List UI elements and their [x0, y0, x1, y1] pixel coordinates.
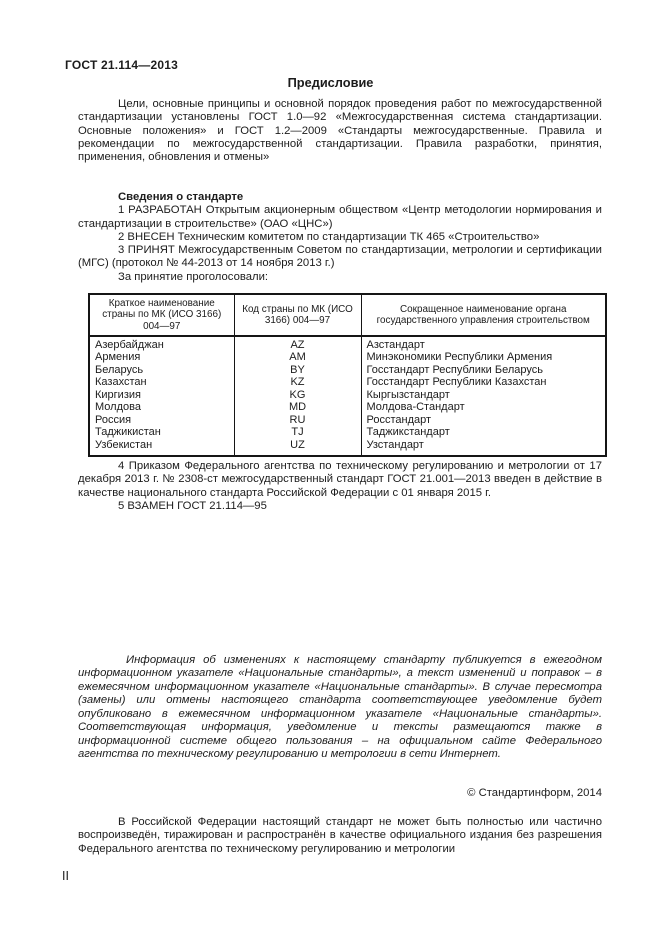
table-header-code: Код страны по МК (ИСО 3166) 004—97 [234, 294, 361, 336]
table-cell-code: BY [234, 364, 361, 376]
table-header-row [89, 294, 606, 336]
page-title: Предисловие [287, 75, 374, 90]
table-cell-code: KZ [234, 376, 361, 388]
table-header-authority: Сокращенное наименование органа государственного управления строительством [361, 294, 606, 336]
vote-table-wrap [88, 293, 607, 457]
copyright-notice: © Стандартинформ, 2014 [467, 787, 602, 799]
table-cell-code: AZ [234, 336, 361, 351]
table-row [89, 439, 606, 456]
table-cell-country: Россия [95, 413, 132, 426]
standard-info-section [78, 191, 602, 284]
table-cell-code: RU [234, 414, 361, 426]
legal-notice-section [78, 654, 602, 762]
table-row [89, 414, 606, 426]
table-row [89, 351, 606, 363]
reproduction-notice: В Российской Федерации настоящий стандарт не может быть полностью или частично воспроизведён, тиражирован и распространён в качестве официального издания без разрешения Федерального агентства по техническому регулированию и метрологии [78, 816, 602, 855]
table-cell-authority: Росстандарт [361, 414, 606, 426]
table-cell-authority: Минэкономики Республики Армения [361, 351, 606, 363]
intro-section [78, 98, 602, 164]
intro-paragraph: Цели, основные принципы и основной порядок проведения работ по межгосударственной стандартизации установлены ГОСТ 1.0—92 «Межгосударственная система стандартизации. Основные положения» и ГОСТ 1.2—2009 «Стандарты межгосударственные. Правила и рекомендации по межгосударственной стандартизации. Правила разработки, принятия, применения, обновления и отмены» [78, 98, 602, 164]
doc-number: ГОСТ 21.114—2013 [65, 58, 178, 72]
post-table-section [78, 460, 602, 513]
table-row [89, 401, 606, 413]
table-cell-code: KG [234, 389, 361, 401]
table-cell-authority: Госстандарт Республики Беларусь [361, 364, 606, 376]
table-cell-country: Казахстан [95, 376, 147, 389]
table-row [89, 336, 606, 351]
standard-info-item: 1 РАЗРАБОТАН Открытым акционерным обществом «Центр методологии нормирования и стандартизации в строительстве» (ОАО «ЦНС») [78, 204, 602, 230]
table-cell-authority: Таджикстандарт [361, 426, 606, 438]
table-cell-country: Таджикистан [95, 426, 161, 439]
table-cell-code: UZ [234, 439, 361, 456]
reproduction-section [78, 816, 602, 856]
table-cell-country: Беларусь [95, 363, 144, 376]
table-row [89, 376, 606, 388]
table-cell-authority: Узстандарт [361, 439, 606, 456]
table-cell-authority: Кыргызстандарт [361, 389, 606, 401]
standard-info-item: 5 ВЗАМЕН ГОСТ 21.114—95 [118, 499, 267, 512]
table-cell-country: Армения [95, 351, 141, 364]
table-row [89, 389, 606, 401]
vote-line: За принятие проголосовали: [118, 270, 269, 283]
standard-info-item: 4 Приказом Федерального агентства по техническому регулированию и метрологии от 17 декабря 2013 г. № 2308-ст межгосударственный стандарт ГОСТ 21.001—2013 введен в действие в качестве национального стандарта Российской Федерации с 01 января 2015 г. [78, 460, 602, 499]
page-number: II [62, 869, 69, 883]
standard-info-item: 2 ВНЕСЕН Техническим комитетом по стандартизации ТК 465 «Строительство» [118, 230, 540, 243]
table-row [89, 364, 606, 376]
legal-notice: Информация об изменениях к настоящему стандарту публикуется в ежегодном информационном указателе «Национальные стандарты», а текст изменений и поправок – в ежемесячном информационном указателе «Национальные стандарты». В случае пересмотра (замены) или отмены настоящего стандарта соответствующее уведомление будет опубликовано в ежемесячном информационном указателе «Национальные стандарты». Соответствующая информация, уведомление и тексты размещаются также в информационной системе общего пользования – на официальном сайте Федерального агентства по техническому регулированию и метрологии в сети Интернет. [78, 654, 602, 761]
table-cell-code: AM [234, 351, 361, 363]
table-cell-authority: Госстандарт Республики Казахстан [361, 376, 606, 388]
table-row [89, 426, 606, 438]
vote-table [88, 293, 607, 457]
table-cell-country: Узбекистан [95, 438, 153, 451]
copyright-section [78, 787, 602, 800]
standard-info-heading: Сведения о стандарте [118, 191, 244, 203]
table-cell-country: Азербайджан [95, 339, 164, 351]
standard-info-item: 3 ПРИНЯТ Межгосударственным Советом по стандартизации, метрологии и сертификации (МГС) (протокол № 44-2013 от 14 ноября 2013 г.) [78, 244, 602, 270]
table-cell-authority: Азстандарт [361, 336, 606, 351]
table-cell-country: Киргизия [95, 388, 141, 401]
table-cell-authority: Молдова-Стандарт [361, 401, 606, 413]
table-header-country: Краткое наименование страны по МК (ИСО 3166) 004—97 [89, 294, 234, 336]
table-cell-country: Молдова [95, 401, 141, 414]
table-cell-code: TJ [234, 426, 361, 438]
table-cell-code: MD [234, 401, 361, 413]
